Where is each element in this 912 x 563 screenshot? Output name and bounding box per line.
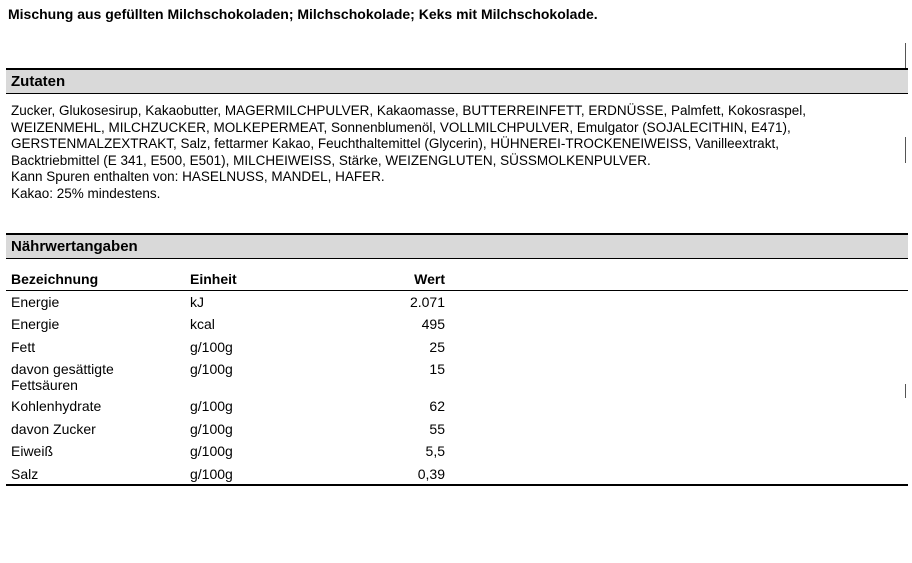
table-row <box>6 418 908 441</box>
nutrient-unit: g/100g <box>190 420 233 437</box>
row-spacer <box>450 358 908 395</box>
column-header-unit: Einheit <box>185 268 345 291</box>
nutrient-value: 55 <box>429 420 445 437</box>
row-spacer <box>450 313 908 336</box>
table-row <box>6 291 908 314</box>
column-header-name: Bezeichnung <box>6 268 185 291</box>
nutrient-name: davon gesättigte Fettsäuren <box>11 361 114 393</box>
table-row <box>6 336 908 359</box>
table-row <box>6 313 908 336</box>
nutrient-unit: g/100g <box>190 361 233 377</box>
column-header-spacer <box>450 268 908 291</box>
product-title: Mischung aus gefüllten Milchschokoladen; Milchschokolade; Keks mit Milchschokolade. <box>8 6 598 22</box>
nutrient-unit: kJ <box>190 294 204 310</box>
table-row <box>6 358 908 395</box>
ingredients-line: Zucker, Glukosesirup, Kakaobutter, MAGERMILCHPULVER, Kakaomasse, BUTTERREINFETT, ERDNÜSSE, Palmfett, Kokosraspel, <box>11 103 807 118</box>
ingredients-heading: Zutaten <box>11 73 66 90</box>
nutrient-name: Energie <box>11 316 60 332</box>
row-spacer <box>450 336 908 359</box>
nutrient-value: 495 <box>421 316 445 332</box>
nutrient-value: 0,39 <box>345 463 450 486</box>
nutrient-value: 62 <box>429 398 445 414</box>
ingredients-line: GERSTENMALZEXTRAKT, Salz, fettarmer Kakao, Feuchthaltemittel (Glycerin), HÜHNEREI-TROCKENEIWEISS, Vanilleextrakt, <box>11 136 779 152</box>
nutrient-name: Salz <box>6 463 185 486</box>
nutrient-value: 15 <box>429 361 445 377</box>
nutrient-name: Eiweiß <box>11 443 54 459</box>
nutrition-header <box>6 233 908 259</box>
table-row <box>6 440 908 463</box>
ingredients-text <box>11 103 906 203</box>
scroll-edge-mark <box>905 43 906 71</box>
nutrient-value: 25 <box>429 338 445 355</box>
column-header-value: Wert <box>345 268 450 291</box>
table-row <box>6 463 908 486</box>
nutrient-name: Energie <box>11 294 60 310</box>
nutrient-unit: g/100g <box>185 463 345 486</box>
row-spacer <box>450 395 908 418</box>
nutrient-name: Kohlenhydrate <box>11 398 102 414</box>
ingredients-line: Backtriebmittel (E 341, E500, E501), MILCHEIWEISS, Stärke, WEIZENGLUTEN, SÜSSMOLKENPULVER. <box>11 152 651 168</box>
row-spacer <box>450 463 908 486</box>
allergen-traces-line: Kann Spuren enthalten von: HASELNUSS, MANDEL, HAFER. <box>11 169 385 185</box>
nutrient-name: davon Zucker <box>11 420 96 437</box>
nutrient-unit: kcal <box>190 316 215 332</box>
nutrition-heading: Nährwertangaben <box>11 238 138 255</box>
nutrient-value: 5,5 <box>425 443 445 459</box>
nutrient-unit: g/100g <box>190 338 233 355</box>
nutrient-unit: g/100g <box>190 398 233 414</box>
nutrient-value: 2.071 <box>409 294 445 310</box>
nutrient-unit: g/100g <box>190 443 233 459</box>
nutrient-name: Fett <box>11 338 36 355</box>
ingredients-line: WEIZENMEHL, MILCHZUCKER, MOLKEPERMEAT, Sonnenblumenöl, VOLLMILCHPULVER, Emulgator (SOJALECITHIN, E471), <box>11 119 791 135</box>
row-spacer <box>450 291 908 314</box>
table-row <box>6 395 908 418</box>
row-spacer <box>450 440 908 463</box>
ingredients-header <box>6 68 908 94</box>
row-spacer <box>450 418 908 441</box>
nutrition-table-header-row <box>6 268 908 291</box>
cocoa-content-line: Kakao: 25% mindestens. <box>11 185 161 201</box>
nutrition-table <box>6 268 908 486</box>
